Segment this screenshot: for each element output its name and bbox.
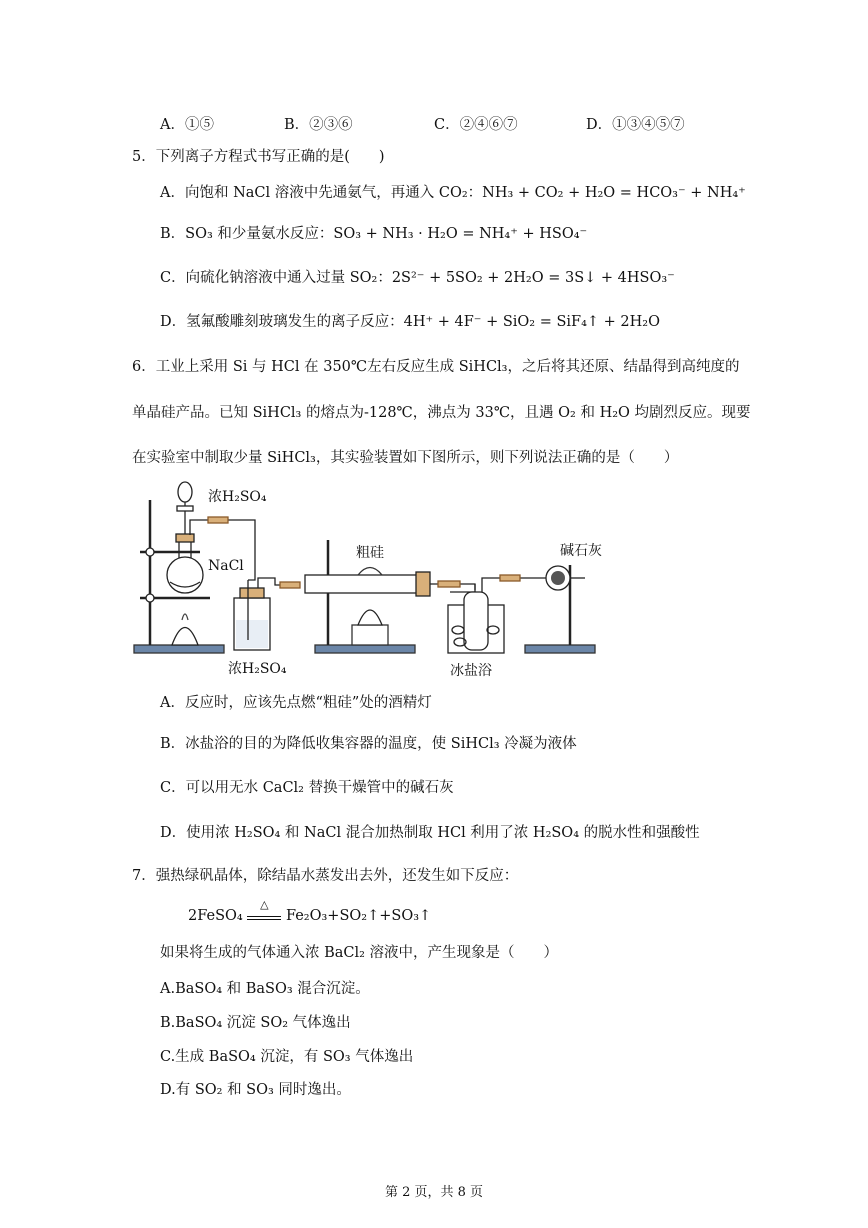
q7-question: 如果将生成的气体通入浓 BaCl₂ 溶液中，产生现象是（ ） bbox=[160, 945, 559, 961]
label-conc-h2so4-top: 浓H₂SO₄ bbox=[208, 489, 267, 505]
burner-block bbox=[352, 625, 388, 645]
q4-option-d: D．①③④⑤⑦ bbox=[586, 117, 685, 133]
label-soda-lime: 碱石灰 bbox=[560, 543, 602, 559]
alcohol-lamp-1 bbox=[172, 628, 198, 646]
q4-option-c: C．②④⑥⑦ bbox=[434, 117, 518, 133]
q5-option-c: C．向硫化钠溶液中通入过量 SO₂：2S²⁻ + 5SO₂ + 2H₂O = 3S↓ + 4HSO₃⁻ bbox=[160, 270, 675, 286]
q6-stem-line1: 6．工业上采用 Si 与 HCl 在 350℃左右反应生成 SiHCl₃，之后将其还原、结晶得到高纯度的 bbox=[132, 359, 740, 375]
equation-products: Fe₂O₃+SO₂↑+SO₃↑ bbox=[285, 908, 432, 924]
q7-option-b: B.BaSO₄ 沉淀 SO₂ 气体逸出 bbox=[160, 1015, 351, 1031]
q5-option-b: B．SO₃ 和少量氨水反应：SO₃ + NH₃ · H₂O = NH₄⁺ + HSO₄⁻ bbox=[160, 226, 588, 242]
label-crude-si: 粗硅 bbox=[356, 545, 384, 561]
label-nacl: NaCl bbox=[208, 558, 244, 574]
q4-option-a: A．①⑤ bbox=[160, 117, 214, 133]
q5-option-d: D．氢氟酸雕刻玻璃发生的离子反应：4H⁺ + 4F⁻ + SiO₂ = SiF₄↑ + 2H₂O bbox=[160, 314, 660, 330]
alcohol-lamp-2 bbox=[358, 610, 382, 625]
q6-option-a: A．反应时，应该先点燃“粗硅”处的酒精灯 bbox=[160, 695, 432, 711]
stand-base-3 bbox=[525, 645, 595, 653]
collection-tube bbox=[464, 592, 488, 650]
apparatus-drawing bbox=[130, 480, 740, 680]
q7-option-c: C.生成 BaSO₄ 沉淀，有 SO₃ 气体逸出 bbox=[160, 1049, 414, 1065]
q6-option-c: C．可以用无水 CaCl₂ 替换干燥管中的碱石灰 bbox=[160, 780, 454, 796]
equation-arrow bbox=[247, 898, 281, 920]
label-conc-h2so4-bottom: 浓H₂SO₄ bbox=[228, 661, 287, 677]
reaction-tube bbox=[305, 575, 425, 593]
q7-equation bbox=[188, 898, 432, 926]
page-footer: 第 2 页，共 8 页 bbox=[384, 1185, 484, 1200]
q7-stem: 7．强热绿矾晶体，除结晶水蒸发出去外，还发生如下反应： bbox=[132, 868, 519, 884]
q7-option-a: A.BaSO₄ 和 BaSO₃ 混合沉淀。 bbox=[160, 981, 370, 997]
q6-option-d: D．使用浓 H₂SO₄ 和 NaCl 混合加热制取 HCl 利用了浓 H₂SO₄ 的脱水性和强酸性 bbox=[160, 825, 700, 841]
label-ice-salt-bath: 冰盐浴 bbox=[450, 663, 492, 679]
stand-base-2 bbox=[315, 645, 415, 653]
stand-base-1 bbox=[134, 645, 224, 653]
dropping-funnel bbox=[178, 482, 192, 502]
apparatus-diagram bbox=[130, 480, 740, 680]
equation-reactant: 2FeSO₄ bbox=[188, 908, 243, 924]
q6-option-b: B．冰盐浴的目的为降低收集容器的温度，使 SiHCl₃ 冷凝为液体 bbox=[160, 736, 577, 752]
q5-stem: 5．下列离子方程式书写正确的是( ) bbox=[132, 149, 385, 165]
q4-option-b: B．②③⑥ bbox=[284, 117, 353, 133]
q6-stem-line3: 在实验室中制取少量 SiHCl₃，其实验装置如下图所示，则下列说法正确的是（ ） bbox=[132, 450, 679, 466]
q6-stem-line2: 单晶硅产品。已知 SiHCl₃ 的熔点为-128℃，沸点为 33℃，且遇 O₂ 和 H₂O 均剧烈反应。现要 bbox=[132, 405, 751, 421]
q5-option-a: A．向饱和 NaCl 溶液中先通氨气，再通入 CO₂：NH₃ + CO₂ + H₂O = HCO₃⁻ + NH₄⁺ bbox=[160, 185, 746, 201]
q7-option-d: D.有 SO₂ 和 SO₃ 同时逸出。 bbox=[160, 1082, 351, 1098]
heat-condition: △ bbox=[260, 898, 269, 911]
